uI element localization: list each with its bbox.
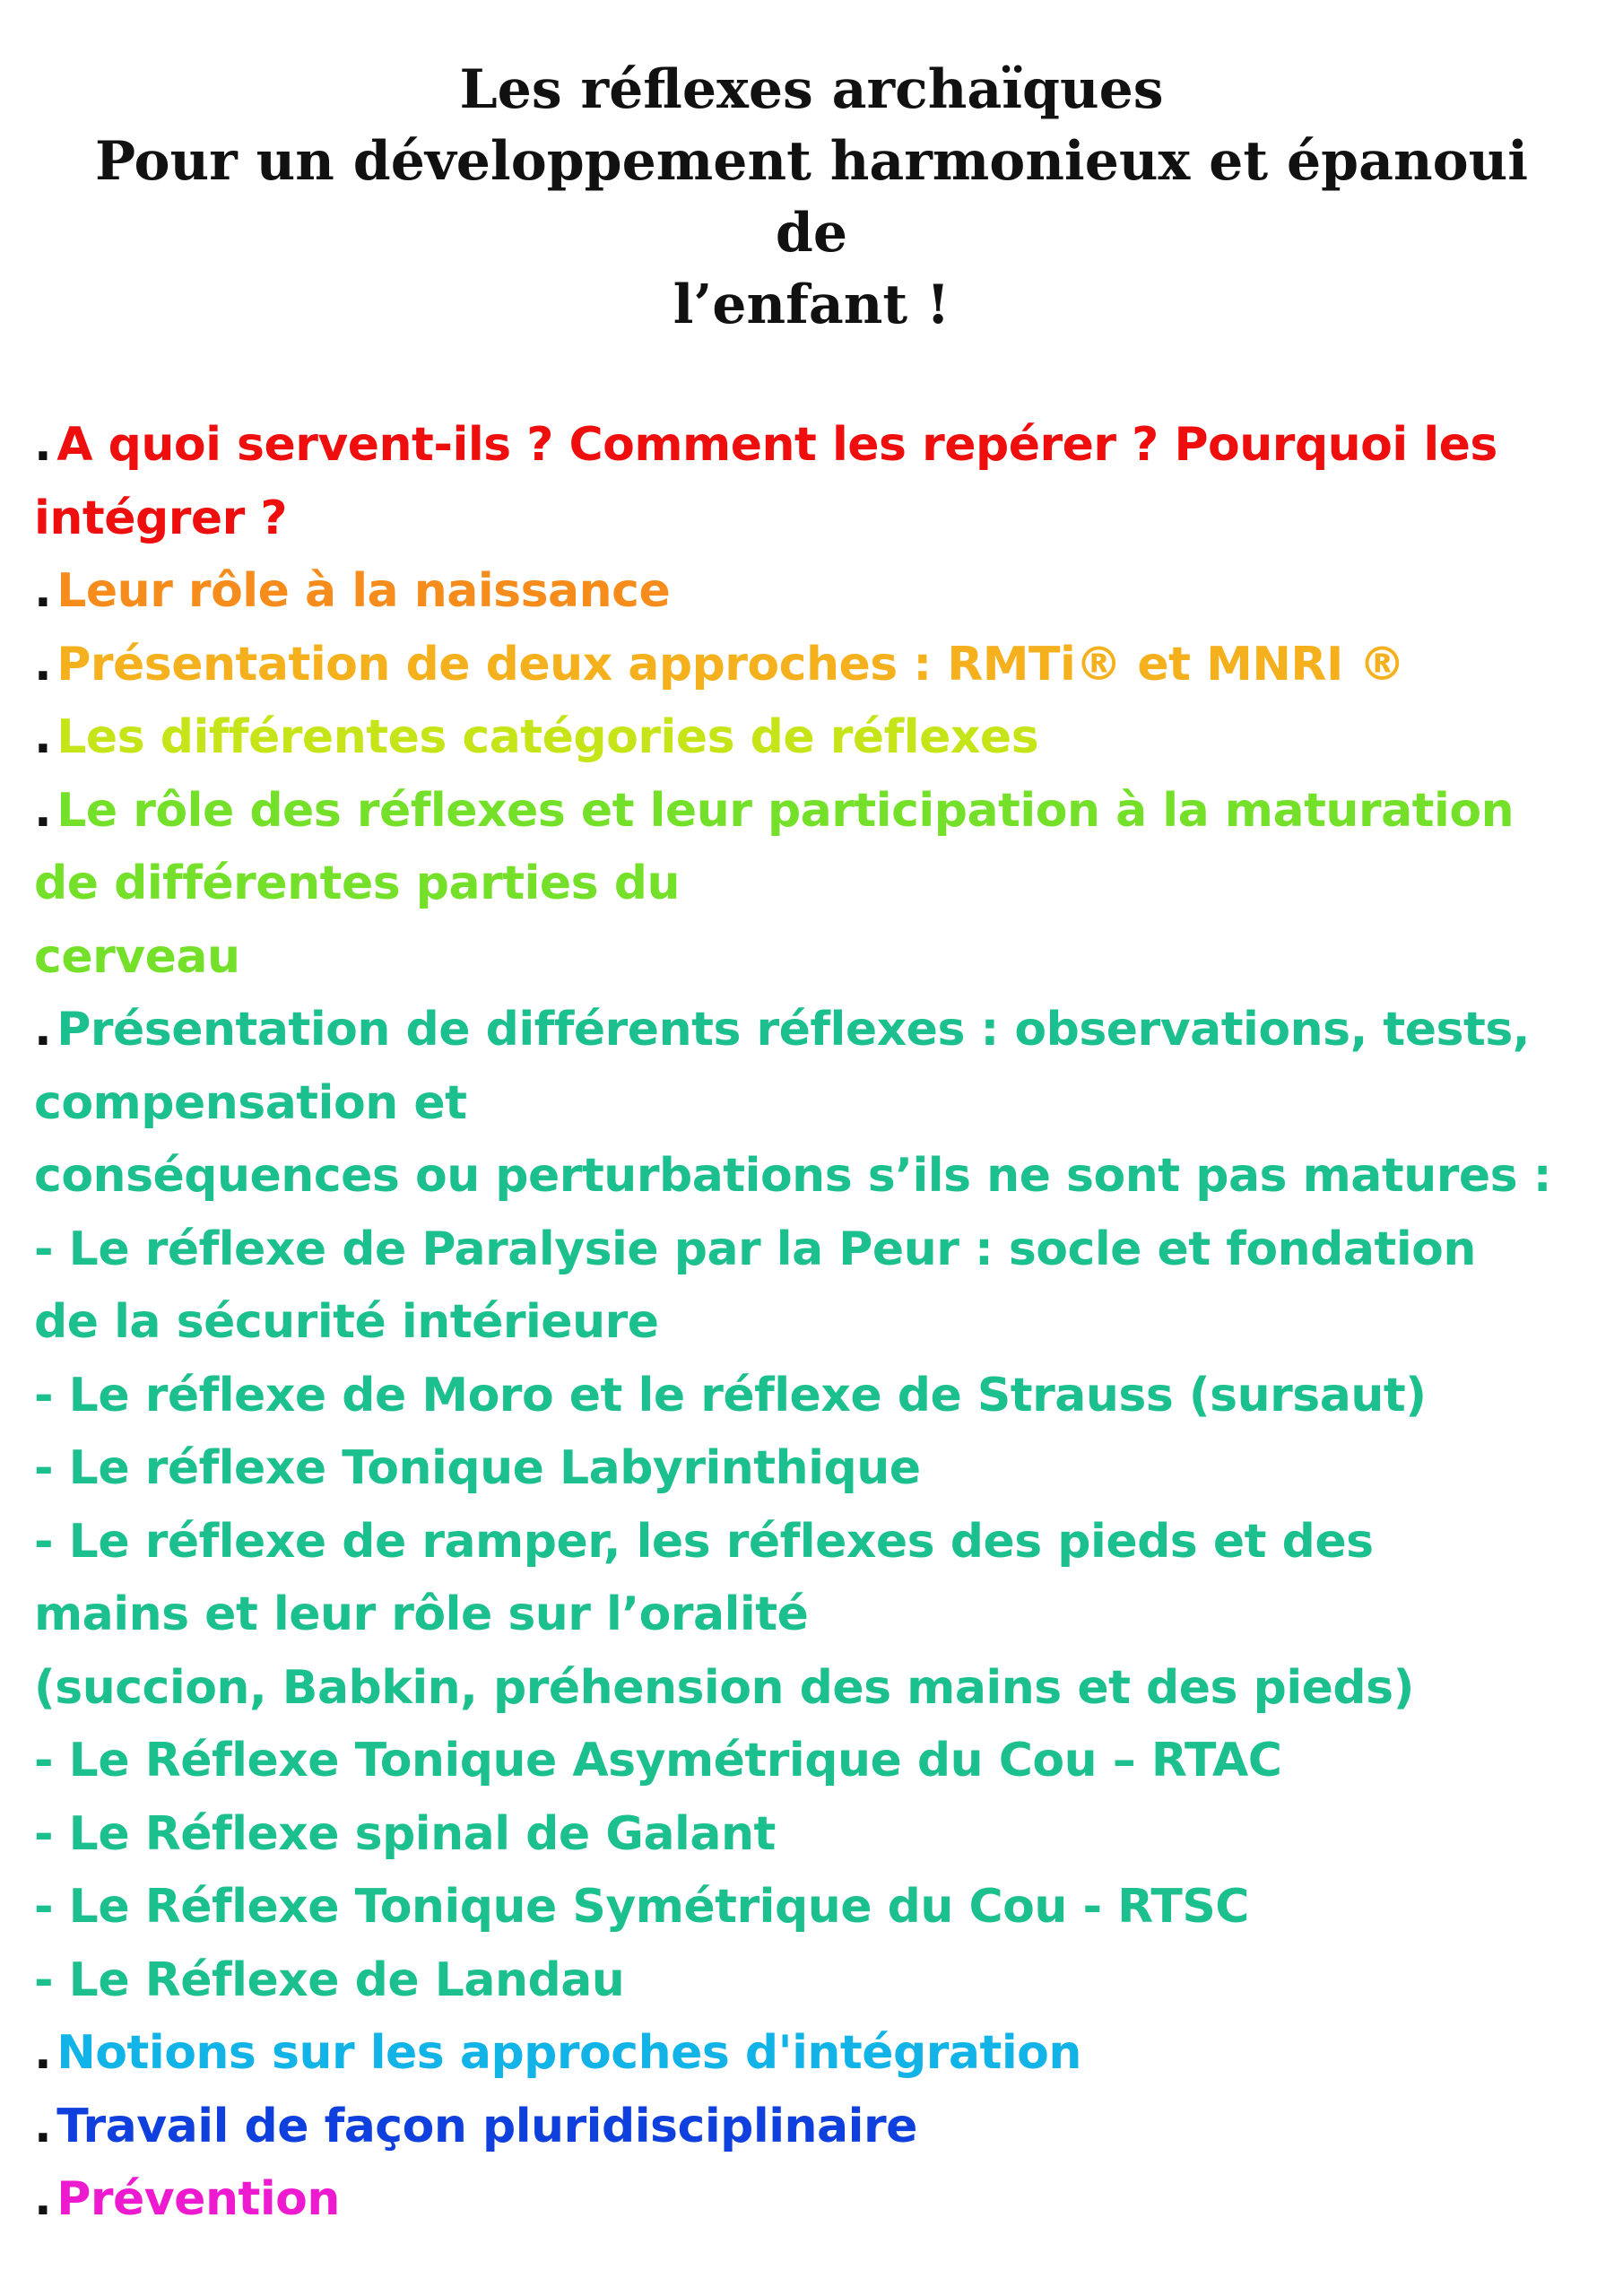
topics-list <box>34 409 1589 2237</box>
list-item-continuation: cerveau <box>34 929 240 984</box>
list-item-continuation: compensation et <box>34 1075 467 1130</box>
list-item-approches <box>34 629 1589 702</box>
item-text: Travail de façon pluridisciplinaire <box>56 2099 917 2153</box>
sub-item-continuation: (succion, Babkin, préhension des mains et des pieds) <box>34 1660 1414 1715</box>
sub-item-rtac: - Le Réflexe Tonique Asymétrique du Cou – RTAC <box>34 1734 1282 1787</box>
bullet-dot: . <box>34 637 52 691</box>
bullet-dot: . <box>34 2172 52 2226</box>
item-text: Présentation de différents réflexes : observations, tests, <box>56 1003 1531 1057</box>
list-item-notions <box>34 2017 1589 2091</box>
page-title <box>34 54 1589 341</box>
list-item-travail <box>34 2091 1589 2164</box>
sub-item-landau: - Le Réflexe de Landau <box>34 1952 625 2007</box>
item-text: Les différentes catégories de réflexes <box>56 710 1039 764</box>
item-text: Prévention <box>56 2172 340 2226</box>
list-item-categories <box>34 701 1589 775</box>
list-item-role-naissance <box>34 555 1589 629</box>
item-text: Notions sur les approches d'intégration <box>56 2026 1081 2080</box>
sub-item-rtsc: - Le Réflexe Tonique Symétrique du Cou - RTSC <box>34 1880 1249 1934</box>
list-item-continuation: de différentes parties du <box>34 857 680 910</box>
sub-item-ramper: - Le réflexe de ramper, les réflexes des pieds et des <box>34 1514 1374 1569</box>
list-item-maturation <box>34 775 1589 848</box>
sub-item-galant: - Le Réflexe spinal de Galant <box>34 1806 776 1861</box>
bullet-dot: . <box>34 710 52 764</box>
list-item-presentation <box>34 994 1589 1067</box>
title-line-1: Les réflexes archaïques <box>459 58 1164 121</box>
list-item-prevention <box>34 2163 1589 2237</box>
list-item-continuation: conséquences ou perturbations s’ils ne sont pas matures : <box>34 1149 1551 1203</box>
title-line-3: l’enfant ! <box>673 274 950 336</box>
bullet-dot: . <box>34 1003 52 1057</box>
sub-item-paralysie: - Le réflexe de Paralysie par la Peur : socle et fondation <box>34 1222 1476 1276</box>
bullet-dot: . <box>34 418 52 472</box>
sub-item-tonique-labyrinthique: - Le réflexe Tonique Labyrinthique <box>34 1441 921 1495</box>
title-line-2: Pour un développement harmonieux et épanoui de <box>94 130 1529 265</box>
bullet-dot: . <box>34 564 52 618</box>
item-text: A quoi servent-ils ? Comment les repérer ? Pourquoi les <box>56 418 1497 472</box>
list-item-questions <box>34 409 1589 483</box>
list-item-continuation: intégrer ? <box>34 491 288 545</box>
bullet-dot: . <box>34 2099 52 2153</box>
item-text: Leur rôle à la naissance <box>56 564 671 618</box>
bullet-dot: . <box>34 783 52 838</box>
sub-item-continuation: de la sécurité intérieure <box>34 1295 659 1349</box>
sub-item-moro: - Le réflexe de Moro et le réflexe de Strauss (sursaut) <box>34 1368 1427 1422</box>
item-text: Le rôle des réflexes et leur participation à la maturation <box>56 783 1515 838</box>
sub-item-continuation: mains et leur rôle sur l’oralité <box>34 1587 809 1641</box>
item-text: Présentation de deux approches : RMTi® et MNRI ® <box>56 637 1405 691</box>
bullet-dot: . <box>34 2026 52 2080</box>
